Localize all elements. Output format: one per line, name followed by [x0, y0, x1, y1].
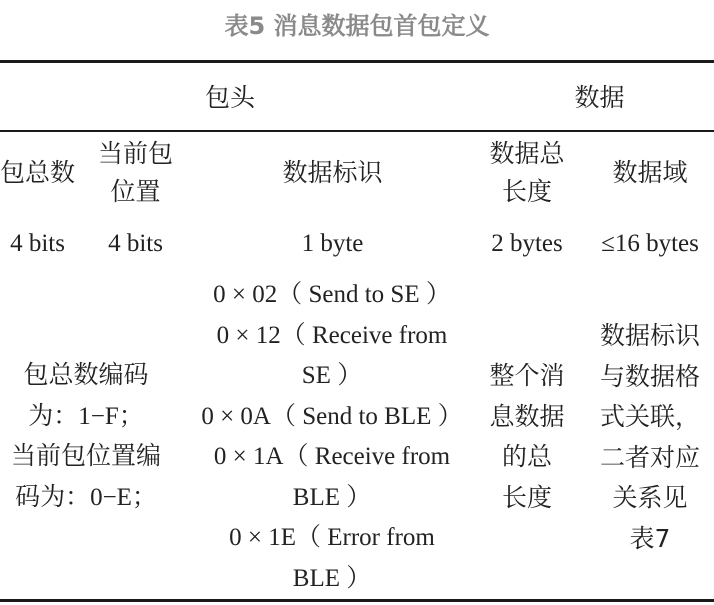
- data-length-description: [478, 356, 576, 518]
- size-data-field: ≤16 bytes: [601, 230, 699, 257]
- data-field-description: [585, 316, 714, 559]
- col-header-total-packets: 包总数: [0, 158, 75, 187]
- group-header-data: 数据: [574, 83, 625, 112]
- data-field-line: 关系见: [612, 483, 688, 512]
- bottom-rule: [0, 599, 714, 602]
- col-header-data-length-line2: 长度: [501, 177, 552, 206]
- encoding-line: 包总数编码: [23, 362, 149, 389]
- encoding-line: 为：1−F；: [28, 402, 144, 430]
- data-id-line: SE ）: [301, 362, 363, 389]
- size-total-packets: 4 bits: [10, 230, 65, 257]
- table-title: 表5 消息数据包首包定义: [224, 12, 490, 40]
- col-header-current-position-line1: 当前包: [97, 139, 173, 168]
- col-header-data-field: 数据域: [612, 158, 688, 187]
- col-header-current-position-line2: 位置: [110, 177, 161, 206]
- col-header-current-position: [88, 136, 183, 210]
- size-current-position: 4 bits: [108, 230, 163, 257]
- data-field-line: 表7: [629, 523, 671, 553]
- data-id-line: 0 × 12（ Receive from: [216, 321, 448, 349]
- encoding-line: 码为：0−E；: [15, 483, 157, 511]
- data-length-line: 长度: [501, 482, 552, 512]
- data-field-line: 式关联，: [599, 402, 700, 431]
- data-id-line: 0 × 1A（ Receive from: [213, 443, 451, 470]
- col-header-data-id: 数据标识: [282, 158, 383, 187]
- top-rule: [0, 60, 714, 63]
- group-header-header: 包头: [204, 83, 255, 112]
- data-field-line: 数据标识: [599, 321, 700, 350]
- data-id-line: BLE ）: [292, 564, 372, 592]
- size-data-id: 1 byte: [301, 230, 364, 257]
- data-length-line: 整个消: [489, 361, 565, 390]
- data-length-line: 息数据: [489, 401, 565, 431]
- data-id-line: 0 × 0A（ Send to BLE ）: [201, 402, 463, 430]
- encoding-description: [0, 356, 172, 518]
- data-field-line: 与数据格: [599, 361, 700, 391]
- data-id-line: 0 × 02（ Send to SE ）: [213, 281, 451, 308]
- data-id-line: 0 × 1E（ Error from: [229, 524, 435, 551]
- col-header-data-length: [478, 136, 576, 210]
- encoding-line: 当前包位置编: [10, 443, 161, 470]
- group-rule: [0, 130, 714, 132]
- size-data-length: 2 bytes: [491, 230, 563, 257]
- data-id-description: [182, 275, 482, 599]
- data-length-line: 的总: [501, 442, 552, 471]
- data-field-line: 二者对应: [599, 442, 700, 472]
- data-id-line: BLE ）: [292, 483, 372, 511]
- col-header-data-length-line1: 数据总: [489, 139, 565, 168]
